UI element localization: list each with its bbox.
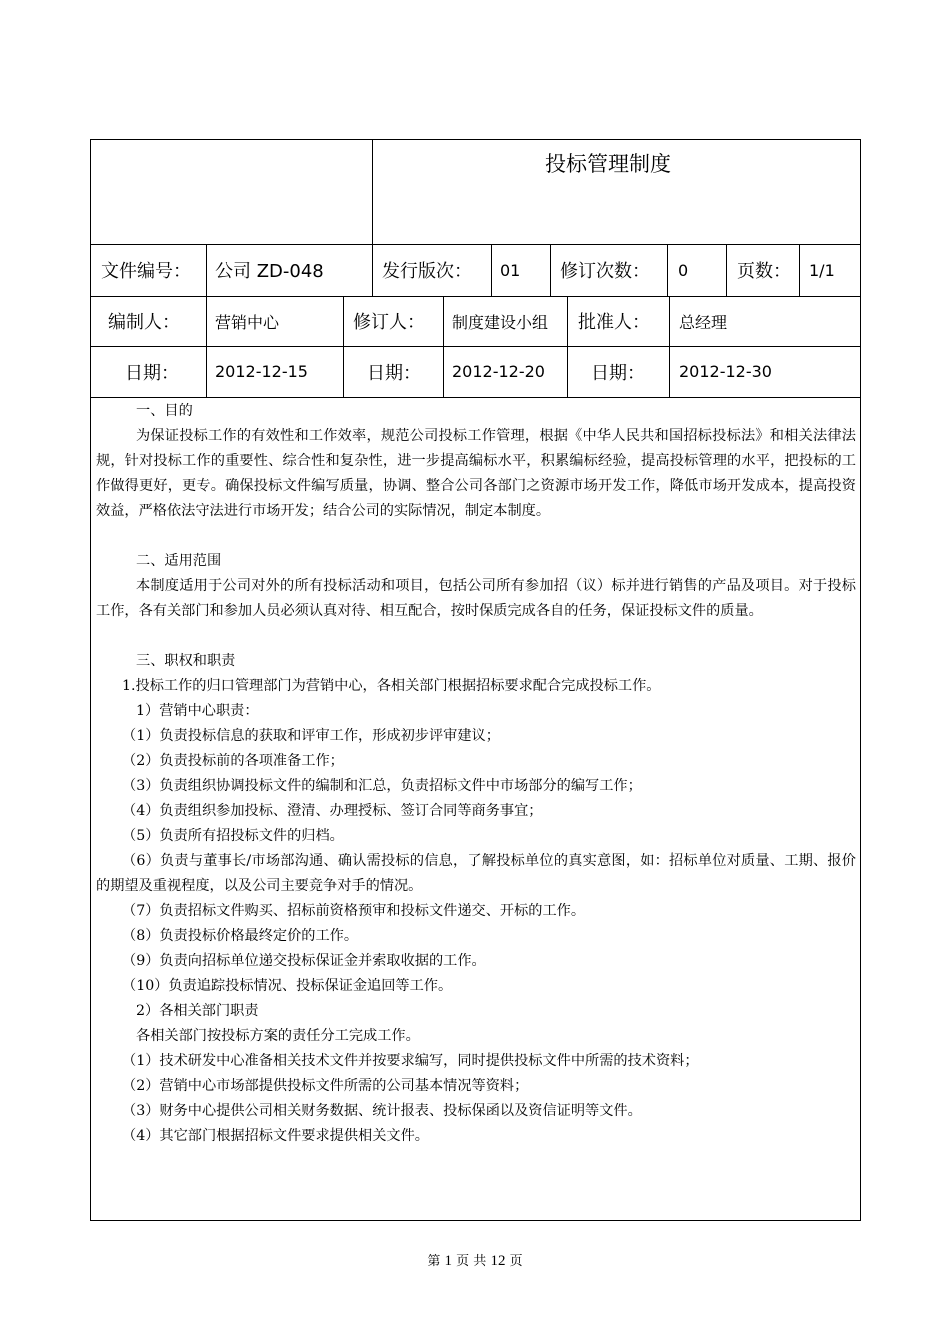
- divider: [343, 296, 344, 397]
- document-title: 投标管理制度: [545, 152, 671, 176]
- date-label: 日期：: [591, 362, 645, 384]
- author-value: 营销中心: [215, 312, 280, 332]
- section-heading: 二、适用范围: [136, 553, 222, 569]
- divider: [372, 139, 373, 297]
- issue-value: 01: [500, 260, 521, 280]
- pages-value: 1/1: [809, 260, 835, 280]
- divider: [669, 296, 670, 397]
- divider: [90, 397, 861, 398]
- divider: [550, 244, 551, 296]
- divider: [726, 244, 727, 296]
- revision-label: 修订次数：: [560, 261, 650, 282]
- date-value-revised: 2012-12-20: [452, 362, 545, 381]
- list-item: （2）营销中心市场部提供投标文件所需的公司基本情况等资料；: [122, 1078, 529, 1094]
- date-label: 日期：: [367, 362, 421, 384]
- list-item: （5）负责所有招投标文件的归档。: [122, 828, 344, 844]
- list-item: （8）负责投标价格最终定价的工作。: [122, 928, 359, 944]
- list-item: （6）负责与董事长/市场部沟通、确认需投标的信息，了解投标单位的真实意图，如：招标单位对质量、工期、报价的期望及重视程度，以及公司主要竞争对手的情况。: [96, 853, 856, 894]
- list-item: （3）财务中心提供公司相关财务数据、统计报表、投标保函以及资信证明等文件。: [122, 1103, 642, 1119]
- divider: [206, 244, 207, 397]
- list-item: （1）技术研发中心准备相关技术文件并按要求编写，同时提供投标文件中所需的技术资料；: [122, 1053, 699, 1069]
- footer-page-number: 1: [444, 1253, 453, 1269]
- section-heading: 一、目的: [136, 403, 193, 419]
- divider: [667, 244, 668, 296]
- pages-label: 页数：: [737, 261, 791, 282]
- document-body: [96, 399, 856, 1149]
- sub-heading: 1）营销中心职责：: [136, 703, 259, 719]
- paragraph: 各相关部门按投标方案的责任分工完成工作。: [136, 1028, 420, 1044]
- divider: [491, 244, 492, 296]
- list-item: （4）负责组织参加投标、澄清、办理授标、签订合同等商务事宜；: [122, 803, 543, 819]
- list-item: （9）负责向招标单位递交投标保证金并索取收据的工作。: [122, 953, 486, 969]
- date-value-approved: 2012-12-30: [679, 362, 772, 381]
- section-heading: 三、职权和职责: [136, 653, 236, 669]
- date-label: 日期：: [125, 362, 179, 384]
- list-item: （7）负责招标文件购买、招标前资格预审和投标文件递交、开标的工作。: [122, 903, 586, 919]
- list-item: （10）负责追踪投标情况、投标保证金追回等工作。: [122, 978, 453, 994]
- issue-label: 发行版次：: [382, 261, 472, 282]
- sub-heading: 2）各相关部门职责: [136, 1003, 259, 1019]
- reviser-value: 制度建设小组: [452, 312, 549, 332]
- divider: [443, 296, 444, 397]
- page-footer: [0, 1250, 950, 1270]
- paragraph: 为保证投标工作的有效性和工作效率，规范公司投标工作管理，根据《中华人民共和国招标投标法》和相关法律法规，针对投标工作的重要性、综合性和复杂性，进一步提高编标水平，积累编标经验，提高投标管理的水平，把投标的工作做得更好，更专。确保投标文件编写质量，协调、整合公司各部门之资源市场开发工作，降低市场开发成本，提高投资效益，严格依法守法进行市场开发；结合公司的实际情况，制定本制度。: [96, 428, 856, 519]
- list-item: （4）其它部门根据招标文件要求提供相关文件。: [122, 1128, 429, 1144]
- list-item: （2）负责投标前的各项准备工作；: [122, 753, 344, 769]
- footer-middle: 页 共: [456, 1254, 487, 1269]
- author-label: 编制人：: [108, 312, 180, 333]
- reviser-label: 修订人：: [353, 312, 425, 333]
- approver-value: 总经理: [679, 312, 728, 332]
- doc-no-label: 文件编号：: [101, 261, 191, 282]
- divider: [799, 244, 800, 296]
- paragraph: 1.投标工作的归口管理部门为营销中心，各相关部门根据招标要求配合完成投标工作。: [122, 678, 661, 694]
- divider: [567, 296, 568, 397]
- footer-prefix: 第: [427, 1254, 441, 1269]
- footer-suffix: 页: [509, 1254, 523, 1269]
- revision-value: 0: [678, 260, 689, 280]
- paragraph: 本制度适用于公司对外的所有投标活动和项目，包括公司所有参加招（议）标并进行销售的产品及项目。对于投标工作，各有关部门和参加人员必须认真对待、相互配合，按时保质完成各自的任务，保证投标文件的质量。: [96, 578, 856, 619]
- footer-total-pages: 12: [490, 1253, 506, 1269]
- approver-label: 批准人：: [578, 312, 650, 333]
- list-item: （1）负责投标信息的获取和评审工作，形成初步评审建议；: [122, 728, 500, 744]
- list-item: （3）负责组织协调投标文件的编制和汇总，负责招标文件中市场部分的编写工作；: [122, 778, 642, 794]
- date-value-created: 2012-12-15: [215, 362, 308, 381]
- doc-no-value: 公司 ZD-048: [215, 261, 324, 282]
